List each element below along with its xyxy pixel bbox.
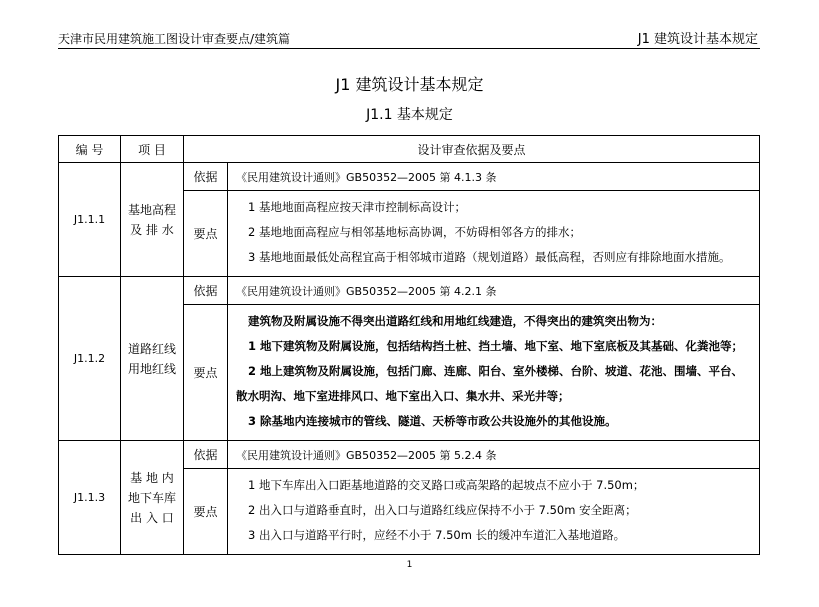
row-item-line: 及 排 水 [130, 222, 174, 237]
table-header-row [59, 136, 760, 163]
point-line: 1 地下车库出入口距基地道路的交叉路口或高架路的起坡点不应小于 7.50m； [248, 478, 645, 492]
points-cell [228, 469, 760, 555]
point-line: 2 地上建筑物及附属设施，包括门廊、连廊、阳台、室外楼梯、台阶、坡道、花池、围墙、平台、 [248, 364, 744, 378]
basis-text: 《民用建筑设计通则》GB50352—2005 第 4.1.3 条 [228, 163, 760, 191]
point-line: 散水明沟、地下室进排风口、地下室出入口、集水井、采光井等； [236, 389, 570, 403]
table-row [59, 277, 760, 305]
points-label: 要点 [184, 305, 228, 441]
point-line: 建筑物及附属设施不得突出道路红线和用地红线建造，不得突出的建筑突出物为： [248, 314, 662, 328]
header-content: 设计审查依据及要点 [184, 136, 760, 163]
header-right-text: J1 建筑设计基本规定 [637, 32, 758, 47]
row-item-line: 道路红线 [127, 341, 176, 356]
basis-label: 依据 [184, 163, 228, 191]
header-code: 编 号 [59, 136, 121, 163]
section-title: J1.1 基本规定 [366, 107, 453, 123]
points-cell [228, 191, 760, 277]
basis-label: 依据 [184, 277, 228, 305]
points-label: 要点 [184, 191, 228, 277]
table-row [59, 441, 760, 469]
point-line: 3 除基地内连接城市的管线、隧道、天桥等市政公共设施外的其他设施。 [248, 414, 617, 428]
point-line: 2 基地地面高程应与相邻基地标高协调，不妨碍相邻各方的排水； [248, 225, 581, 239]
point-line: 3 出入口与道路平行时，应经不小于 7.50m 长的缓冲车道汇入基地道路。 [248, 528, 626, 542]
row-code: J1.1.3 [59, 441, 121, 555]
table-row [59, 163, 760, 191]
page-number: 1 [406, 560, 413, 570]
basis-text: 《民用建筑设计通则》GB50352—2005 第 5.2.4 条 [228, 441, 760, 469]
page-title: J1 建筑设计基本规定 [335, 75, 484, 94]
row-item-line: 地下车库 [127, 490, 176, 505]
row-item-line: 用地红线 [127, 361, 176, 376]
points-cell [228, 305, 760, 441]
row-item-line: 基地高程 [127, 202, 176, 217]
header-item: 项 目 [121, 136, 184, 163]
header-left-text: 天津市民用建筑施工图设计审查要点/建筑篇 [58, 32, 291, 46]
row-item [121, 163, 184, 277]
point-line: 2 出入口与道路垂直时，出入口与道路红线应保持不小于 7.50m 安全距离； [248, 503, 637, 517]
point-line: 3 基地地面最低处高程宜高于相邻城市道路（规划道路）最低高程，否则应有排除地面水措施。 [248, 250, 731, 264]
review-table [58, 135, 760, 555]
point-line: 1 基地地面高程应按天津市控制标高设计； [248, 200, 466, 214]
row-code: J1.1.1 [59, 163, 121, 277]
points-label: 要点 [184, 469, 228, 555]
row-item-line: 出 入 口 [130, 510, 174, 525]
page-header [58, 26, 760, 49]
basis-label: 依据 [184, 441, 228, 469]
basis-text: 《民用建筑设计通则》GB50352—2005 第 4.2.1 条 [228, 277, 760, 305]
row-item-line: 基 地 内 [130, 470, 174, 485]
point-line: 1 地下建筑物及附属设施，包括结构挡土桩、挡土墙、地下室、地下室底板及其基础、化粪池等； [248, 339, 744, 353]
row-code: J1.1.2 [59, 277, 121, 441]
row-item [121, 277, 184, 441]
row-item [121, 441, 184, 555]
